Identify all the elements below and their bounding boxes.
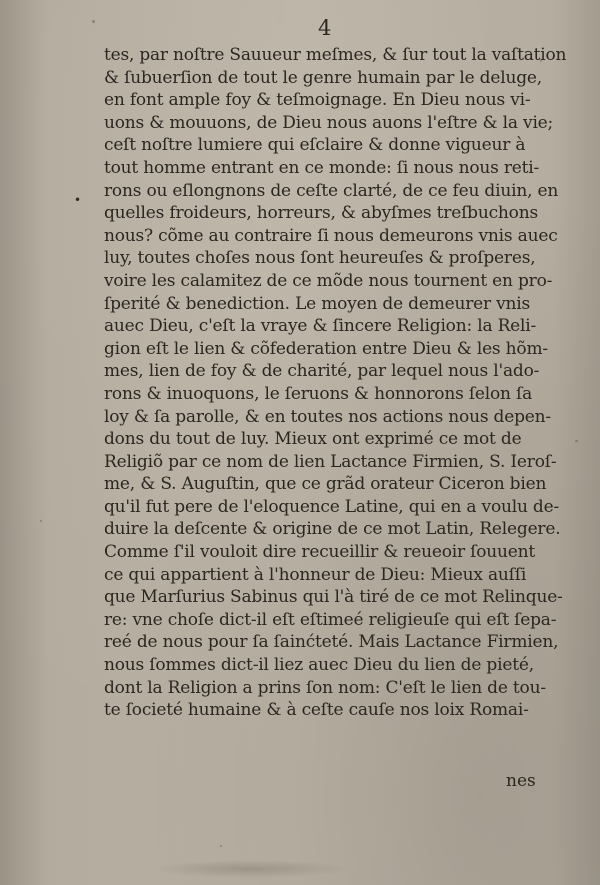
text-line: nous ſommes dict-il liez auec Dieu du lien de pieté, [104,655,534,676]
text-line: mes, lien de foy & de charité, par lequel nous l'ado- [104,361,540,382]
paper-speck [540,60,542,62]
body-text [104,44,566,722]
paper-speck [575,440,578,442]
paper-speck [40,520,42,522]
text-line: uons & mouuons, de Dieu nous auons l'eſtre & la vie; [104,112,554,133]
text-line: dont la Religion a prins ſon nom: C'eſt le lien de tou- [104,677,546,698]
text-line: rons & inuoquons, le ſeruons & honnorons ſelon ſa [104,383,533,404]
text-line: reé de nous pour ſa ſainćteté. Mais Lactance Firmien, [104,632,559,653]
text-line: rons ou eſlongnons de ceſte clarté, de ce feu diuin, en [104,180,559,201]
text-line: ſperité & benediction. Le moyen de demeurer vnis [104,293,531,314]
text-line: dons du tout de luy. Mieux ont exprimé ce mot de [104,429,522,450]
text-line: en font ample foy & teſmoignage. En Dieu nous vi- [104,90,531,111]
margin-mark: • [74,193,82,207]
text-line: nous? cõme au contraire ſi nous demeurons vnis auec [104,225,558,246]
text-line: voire les calamitez de ce mõde nous tournent en pro- [104,270,553,291]
text-line: ce qui appartient à l'honneur de Dieu: Mieux auſſi [104,564,527,585]
text-line: tout homme entrant en ce monde: ſi nous nous reti- [104,157,540,178]
text-line: duire la deſcente & origine de ce mot Latin, Relegere. [104,519,561,540]
text-line: loy & ſa parolle, & en toutes nos actions nous depen- [104,406,551,427]
text-line: gion eſt le lien & cõfederation entre Dieu & les hõm- [104,338,548,359]
catchword: nes [506,771,536,791]
text-line: auec Dieu, c'eſt la vraye & ſincere Religion: la Reli- [104,316,537,337]
paper-stain [150,860,350,878]
text-line: re: vne choſe dict-il eſt eſtimeé religieuſe qui eſt ſepa- [104,609,557,630]
text-line: Religiõ par ce nom de lien Lactance Firmien, S. Ieroſ- [104,451,557,472]
page-number: 4 [318,16,332,40]
text-line: & ſubuerſion de tout le genre humain par le deluge, [104,67,542,88]
text-line: quelles froideurs, horreurs, & abyſmes treſbuchons [104,203,538,224]
paper-speck [220,845,222,847]
paper-speck [92,20,95,23]
text-line: Comme ſ'il vouloit dire recueillir & reueoir ſouuent [104,542,536,563]
text-line: tes, par noſtre Sauueur meſmes, & ſur tout la vaſtation [104,45,567,65]
text-line: te ſocieté humaine & à ceſte cauſe nos loix Romai- [104,700,529,721]
text-line: que Marſurius Sabinus qui l'à tiré de ce mot Relinque- [104,587,563,608]
text-line: ceſt noſtre lumiere qui eſclaire & donne vigueur à [104,135,526,156]
text-line: qu'il fut pere de l'eloquence Latine, qui en a voulu de- [104,496,560,517]
text-line: luy, toutes choſes nous ſont heureuſes & proſperes, [104,248,536,269]
text-line: me, & S. Auguſtin, que ce grãd orateur Ciceron bien [104,474,547,495]
